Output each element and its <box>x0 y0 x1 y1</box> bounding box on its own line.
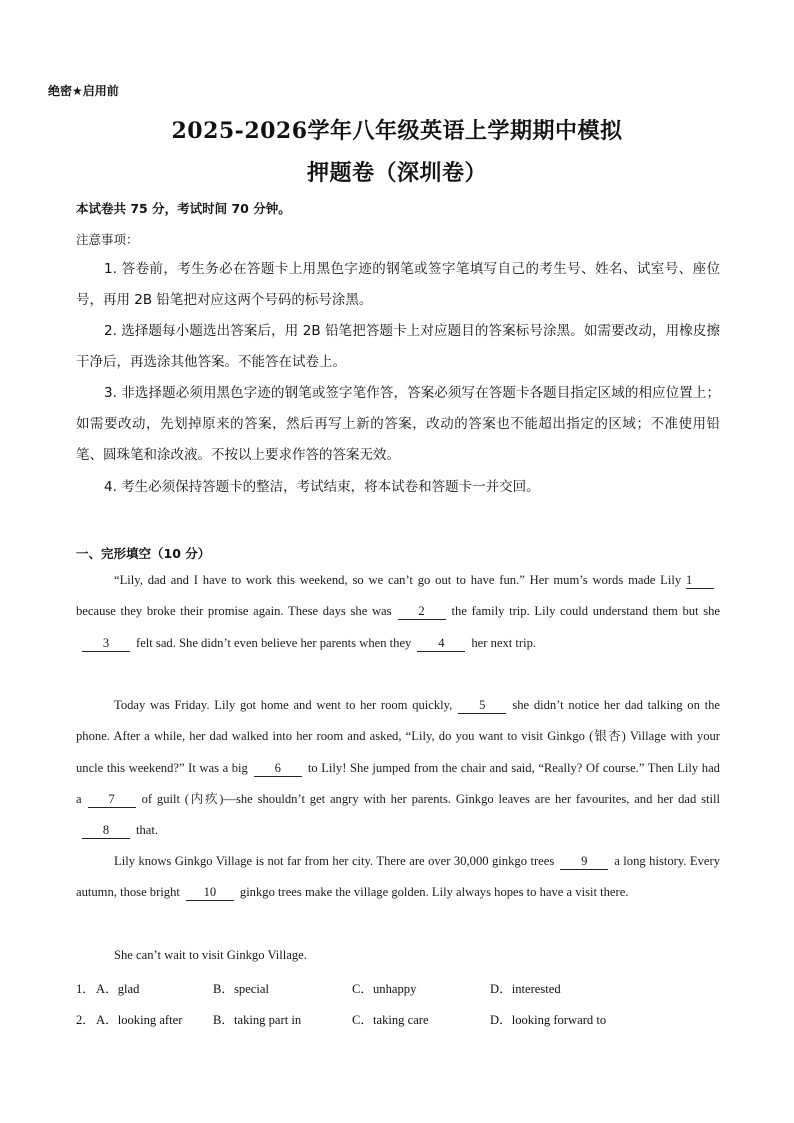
notice-text: 4. 考生必须保持答题卡的整洁，考试结束，将本试卷和答题卡一并交回。 <box>104 479 540 495</box>
blank-1: 1 <box>686 573 714 589</box>
passage-text: felt sad. She didn’t even believe her parents when they <box>136 635 412 650</box>
option-a[interactable]: A．glad <box>96 982 140 996</box>
notice-text: 1. 答卷前，考生务必在答题卡上用黑色字迹的钢笔或签字笔填写自己的考生号、姓名、试室号、座位号，再用 2B 铅笔把对应这两个号码的标号涂黑。 <box>76 261 720 308</box>
passage-text: her next trip. <box>471 635 537 650</box>
section-title: 一、完形填空（10 分） <box>76 546 211 561</box>
blank-4: 4 <box>417 636 465 652</box>
blank-7: 7 <box>88 792 136 808</box>
option-a[interactable]: A．looking after <box>96 1013 183 1027</box>
blank-3: 3 <box>82 636 130 652</box>
passage-text: she didn’t notice her dad talking on the phone. After a while, her dad walked into her room and asked, “Lily, do you want to visit Ginkgo (银杏) Village with your uncle this weekend?” It was a big <box>76 698 720 775</box>
option-d[interactable]: D．looking forward to <box>490 1013 607 1027</box>
option-b[interactable]: B．taking part in <box>213 1013 302 1027</box>
passage-text: a long history. Every autumn, those bright <box>76 854 720 900</box>
notice-text: 3. 非选择题必须用黑色字迹的钢笔或签字笔作答，答案必须写在答题卡各题目指定区域的相应位置上；如需要改动，先划掉原来的答案，然后再写上新的答案，改动的答案也不能超出指定的区域；不准使用铅笔、圆珠笔和涂改液。不按以上要求作答的答案无效。 <box>76 385 720 463</box>
passage-text: Today was Friday. Lily got home and went to her room quickly, <box>114 698 453 712</box>
notice-item <box>76 378 720 471</box>
notice-item <box>76 472 720 503</box>
blank-6: 6 <box>254 761 302 777</box>
blank-8: 8 <box>82 823 130 839</box>
score-time-info: 本试卷共 75 分，考试时间 70 分钟。 <box>76 201 291 216</box>
passage-paragraph-3 <box>76 846 720 909</box>
blank-10: 10 <box>186 885 234 901</box>
passage-text: ginkgo trees make the village golden. Lily always hopes to have a visit there. <box>239 885 629 900</box>
passage-text: Lily knows Ginkgo Village is not far from her city. There are over 30,000 ginkgo trees <box>114 854 555 868</box>
blank-5: 5 <box>458 698 506 714</box>
notice-title: 注意事项： <box>76 232 139 247</box>
passage-text: the family trip. Lily could understand them but she <box>451 604 720 619</box>
passage-text: to Lily! She jumped from the chair and said, “Really? Of course.” Then Lily had a <box>76 760 720 806</box>
question-number: 1． <box>76 982 95 996</box>
question-number: 2． <box>76 1013 95 1027</box>
passage-paragraph-1 <box>76 565 720 659</box>
blank-2: 2 <box>398 604 446 620</box>
notice-text: 2. 选择题每小题选出答案后，用 2B 铅笔把答题卡上对应题目的答案标号涂黑。如需要改动，用橡皮擦干净后，再选涂其他答案。不能答在试卷上。 <box>76 323 720 370</box>
exam-title-line1: 2025-2026学年八年级英语上学期期中模拟 <box>171 118 623 144</box>
option-c[interactable]: C．unhappy <box>352 982 417 996</box>
notice-item <box>76 254 720 316</box>
option-c[interactable]: C．taking care <box>352 1013 429 1027</box>
notice-item <box>76 316 720 378</box>
confidential-label: 绝密★启用前 <box>48 84 119 98</box>
passage-text: that. <box>136 823 159 838</box>
passage-paragraph-4 <box>76 940 720 971</box>
passage-text: She can’t wait to visit Ginkgo Village. <box>114 948 307 962</box>
passage-text: of guilt (内疚)—she shouldn’t get angry with her parents. Ginkgo leaves are her favourites, and her dad still <box>141 791 720 806</box>
passage-text: because they broke their promise again. These days she was <box>76 604 392 619</box>
blank-9: 9 <box>560 854 608 870</box>
exam-title-line2: 押题卷（深圳卷） <box>306 160 487 186</box>
passage-text: “Lily, dad and I have to work this weekend, so we can’t go out to have fun.” Her mum’s words made Lily <box>114 573 682 587</box>
option-d[interactable]: D．interested <box>490 982 561 996</box>
option-b[interactable]: B．special <box>213 982 269 996</box>
passage-paragraph-2 <box>76 690 720 846</box>
